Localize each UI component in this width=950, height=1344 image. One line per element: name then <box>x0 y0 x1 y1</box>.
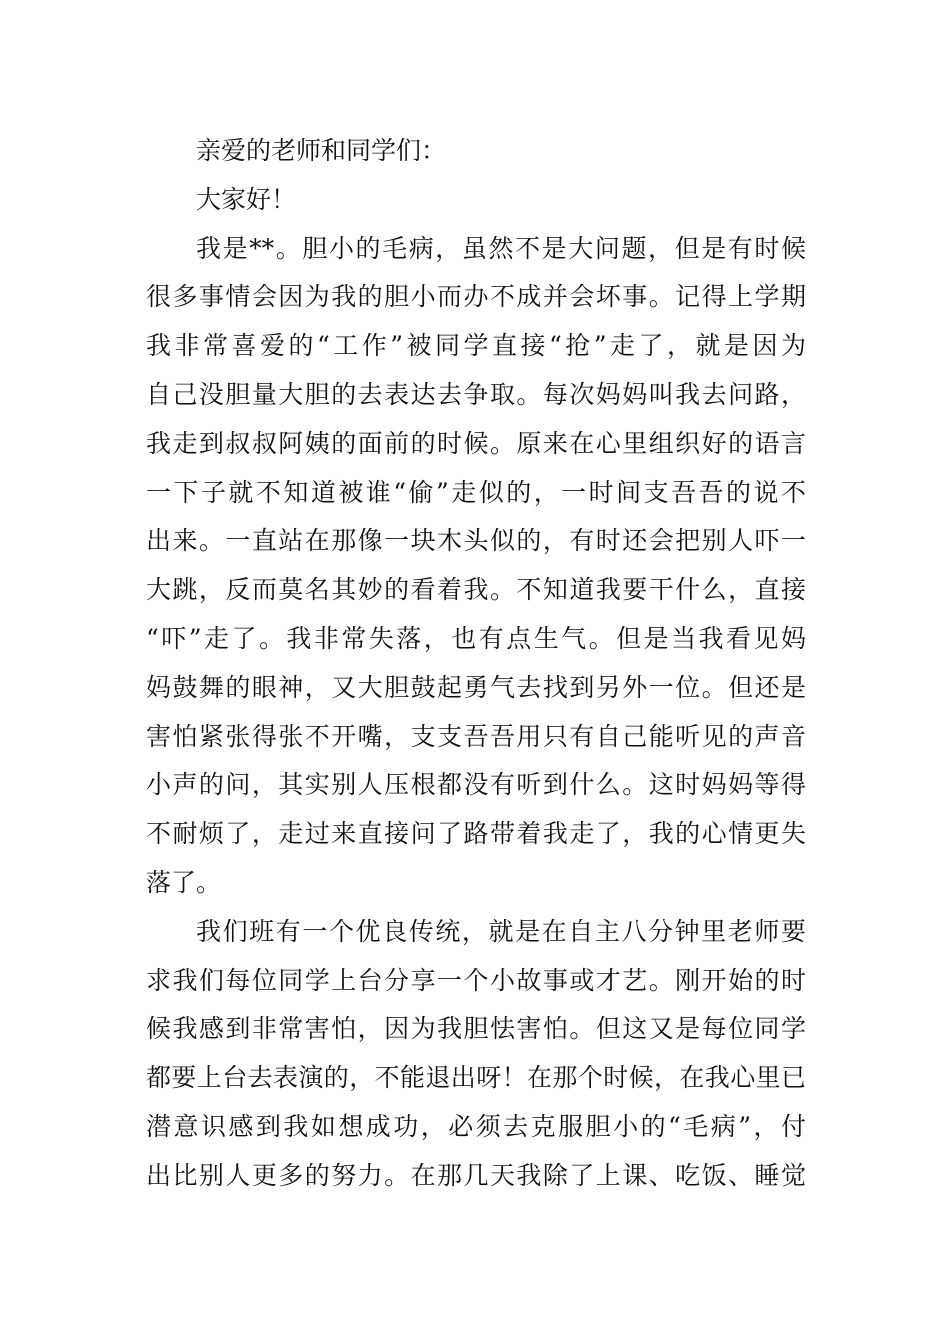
paragraph-line: 落了。 <box>146 867 222 897</box>
paragraph-line: 都要上台去表演的，不能退出呀！在那个时候，在我心里已 <box>146 1063 806 1093</box>
greeting-line: 亲爱的老师和同学们： <box>196 136 447 165</box>
paragraph-2 <box>146 908 806 1201</box>
paragraph-line: 出比别人更多的努力。在那几天我除了上课、吃饭、睡觉 <box>146 1160 806 1190</box>
paragraph-line: 一下子就不知道被谁“偷”走似的，一时间支吾吾的说不 <box>146 477 806 507</box>
paragraph-line: 我非常喜爱的“工作”被同学直接“抢”走了，就是因为 <box>146 331 806 361</box>
paragraph-line: 候我感到非常害怕，因为我胆怯害怕。但这又是每位同学 <box>146 1014 806 1044</box>
paragraph-line: 妈鼓舞的眼神，又大胆鼓起勇气去找到另外一位。但还是 <box>146 672 806 702</box>
paragraph-1 <box>146 225 806 908</box>
paragraph-line: 我是**。胆小的毛病，虽然不是大问题，但是有时候 <box>196 233 806 263</box>
paragraph-line: 自己没胆量大胆的去表达去争取。每次妈妈叫我去问路， <box>146 379 806 409</box>
paragraph-line: 小声的问，其实别人压根都没有听到什么。这时妈妈等得 <box>146 770 806 800</box>
speech-text <box>146 127 806 1201</box>
paragraph-line: 我走到叔叔阿姨的面前的时候。原来在心里组织好的语言 <box>146 428 806 458</box>
paragraph-line: 求我们每位同学上台分享一个小故事或才艺。刚开始的时 <box>146 965 806 995</box>
paragraph-line: “吓”走了。我非常失落，也有点生气。但是当我看见妈 <box>146 623 806 653</box>
paragraph-line: 潜意识感到我如想成功，必须去克服胆小的“毛病”，付 <box>146 1111 806 1141</box>
paragraph-line: 我们班有一个优良传统，就是在自主八分钟里老师要 <box>196 916 806 946</box>
salutation-line: 大家好！ <box>196 184 297 214</box>
paragraph-line: 很多事情会因为我的胆小而办不成并会坏事。记得上学期 <box>146 282 806 312</box>
paragraph-line: 不耐烦了，走过来直接问了路带着我走了，我的心情更失 <box>146 819 806 849</box>
paragraph-line: 害怕紧张得张不开嘴，支支吾吾用只有自己能听见的声音 <box>146 721 806 751</box>
paragraph-line: 大跳，反而莫名其妙的看着我。不知道我要干什么，直接 <box>146 575 806 605</box>
paragraph-line: 出来。一直站在那像一块木头似的，有时还会把别人吓一 <box>146 526 806 556</box>
